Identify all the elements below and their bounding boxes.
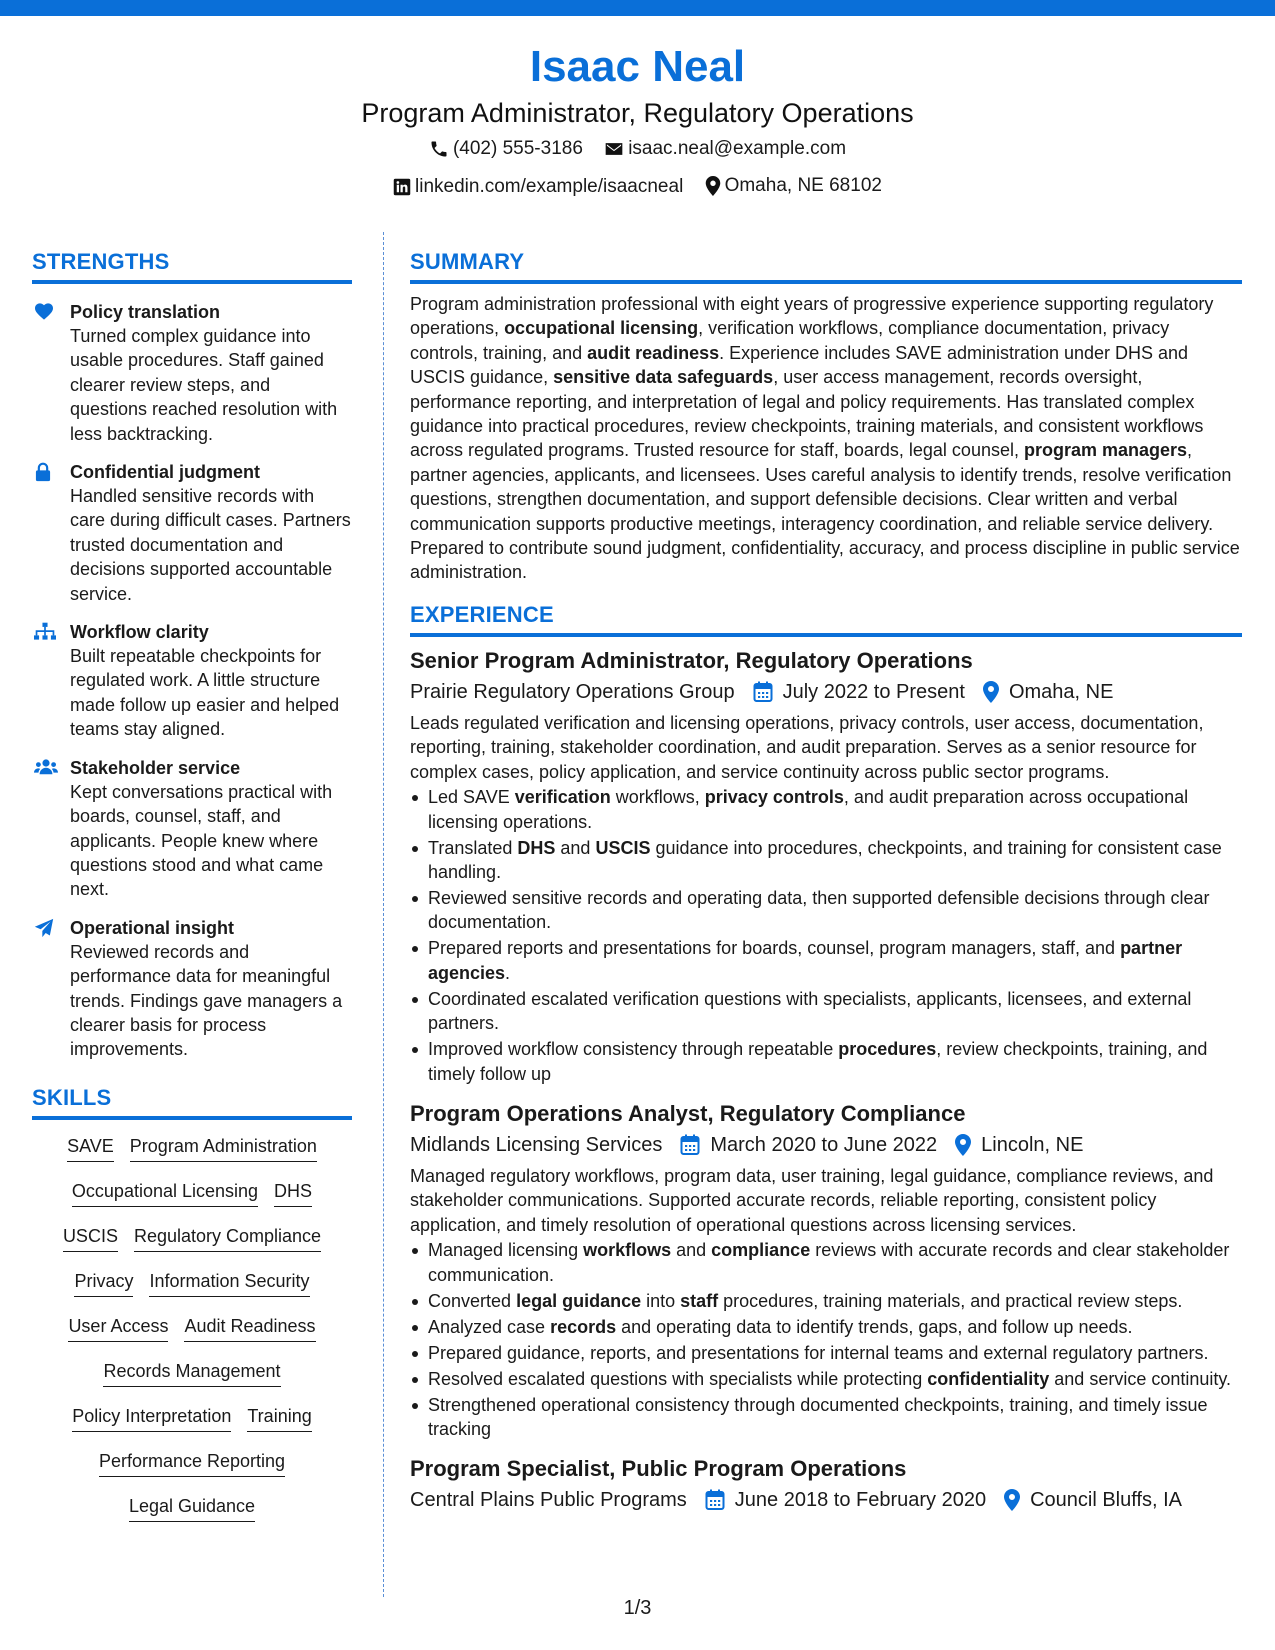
- job-meta: [410, 678, 1242, 706]
- strength-description: Kept conversations practical with boards, counsel, staff, and applicants. People knew where questions stood and what came next.: [70, 781, 333, 900]
- experience-heading: EXPERIENCE: [410, 601, 1242, 637]
- skill-row: [32, 1179, 352, 1224]
- heart-icon: [32, 300, 70, 446]
- strength-item: [32, 300, 352, 446]
- bold-keyword: compliance: [711, 1240, 811, 1261]
- job-dates: [680, 1131, 937, 1159]
- skill-tag: DHS: [274, 1179, 312, 1207]
- skill-tag: Privacy: [74, 1269, 133, 1297]
- job-location-text: Omaha, NE: [1008, 680, 1114, 703]
- phone-icon: [429, 139, 449, 159]
- jobs-list: [410, 647, 1242, 1515]
- strengths-list: [32, 300, 352, 1062]
- map-pin-icon: [983, 681, 1009, 703]
- skill-tag: Training: [247, 1404, 311, 1432]
- text-run: guidance into procedures, checkpoints, and training for consistent case handling.: [428, 837, 1222, 882]
- skill-tag: Occupational Licensing: [72, 1179, 258, 1207]
- text-run: procedures, training materials, and practical review steps.: [718, 1290, 1183, 1311]
- page-number: 1/3: [623, 1597, 652, 1619]
- text-run: , user access management, records oversight, performance reporting, and interpretation of legal and policy requirements. Has translated complex guidance into practical procedures, review checkpoints, training materials, and consistent workflows across regulated programs. Trusted resource for staff, boards, legal counsel,: [410, 367, 1204, 461]
- text-run: Reviewed sensitive records and operating data, then supported defensible decisions through clear documentation.: [428, 887, 1210, 933]
- map-pin-icon: [705, 176, 721, 196]
- text-run: Prepared reports and presentations for boards, counsel, program managers, staff, and: [428, 938, 1121, 959]
- bold-keyword: partner agencies: [428, 938, 1183, 983]
- job-description: Managed regulatory workflows, program data, user training, legal guidance, compliance reviews, and stakeholder communications. Supported accurate records, reliable reporting, consistent policy application, and timely resolution of operational questions across licensing services.: [410, 1165, 1214, 1235]
- skill-row: [32, 1449, 352, 1494]
- job-location: [983, 678, 1113, 706]
- skill-tag: Regulatory Compliance: [134, 1224, 321, 1252]
- bold-keyword: audit readiness: [587, 342, 720, 363]
- location-text: Omaha, NE 68102: [724, 175, 882, 196]
- job-location-text: Council Bluffs, IA: [1030, 1489, 1183, 1512]
- text-run: Led SAVE: [428, 787, 515, 808]
- bullet-item: [410, 1238, 1242, 1287]
- bold-keyword: program managers: [1023, 440, 1188, 461]
- bullet-item: [410, 785, 1242, 834]
- phone-text: (402) 555-3186: [452, 138, 583, 159]
- bold-keyword: USCIS: [595, 837, 651, 858]
- company-name: Central Plains Public Programs: [410, 1489, 687, 1512]
- text-run: Translated: [428, 837, 518, 858]
- linkedin-text: linkedin.com/example/isaacneal: [415, 176, 684, 197]
- strength-title: Confidential judgment: [70, 462, 260, 483]
- skills-heading: SKILLS: [32, 1084, 352, 1120]
- lock-icon: [32, 460, 70, 606]
- resume-header: [0, 40, 1275, 203]
- text-run: Improved workflow consistency through repeatable: [428, 1039, 839, 1060]
- calendar-icon: [705, 1489, 735, 1511]
- summary-heading: SUMMARY: [410, 248, 1242, 284]
- strength-description: Turned complex guidance into usable procedures. Staff gained clearer review steps, and questions reached resolution with less backtracking.: [70, 326, 338, 444]
- company-name: Midlands Licensing Services: [410, 1133, 663, 1156]
- bullet-item: [410, 1393, 1242, 1442]
- job-dates: [705, 1486, 986, 1514]
- email-contact[interactable]: [604, 137, 846, 161]
- bullet-item: [410, 987, 1242, 1036]
- job-entry: [410, 647, 1242, 1086]
- calendar-icon: [753, 681, 783, 703]
- job-title: Program Operations Analyst, Regulatory Compliance: [410, 1100, 966, 1126]
- text-run: and: [555, 837, 596, 858]
- envelope-icon: [604, 139, 624, 159]
- skill-row: [32, 1404, 352, 1449]
- contact-row-1: [0, 137, 1275, 166]
- strength-title: Workflow clarity: [70, 622, 209, 643]
- skill-tag: Policy Interpretation: [72, 1404, 231, 1432]
- strength-title: Operational insight: [70, 917, 235, 938]
- text-run: , partner agencies, applicants, and licensees. Uses careful analysis to identify trends, resolve verification questions, strengthen documentation, and support defensible decisions. Clear written and verbal communication supports productive meetings, interagency coordination, and reliable service delivery. Prepared to contribute sound judgment, confidentiality, accuracy, and process discipline in public service administration.: [410, 440, 1240, 583]
- job-dates-text: July 2022 to Present: [782, 680, 965, 703]
- job-title: Senior Program Administrator, Regulatory Operations: [410, 647, 973, 673]
- job-description: Leads regulated verification and licensing operations, privacy controls, user access, documentation, reporting, training, stakeholder coordination, and audit preparation. Serves as a senior resource for complex cases, policy application, and service continuity across public sector programs.: [410, 712, 1204, 782]
- strength-body: [70, 300, 352, 446]
- strengths-heading: STRENGTHS: [32, 248, 352, 284]
- job-title: Program Specialist, Public Program Operations: [410, 1456, 907, 1482]
- paper-plane-icon: [32, 916, 70, 1062]
- bullet-item: [410, 1289, 1242, 1313]
- linkedin-contact[interactable]: [393, 175, 683, 199]
- bold-keyword: sensitive data safeguards: [553, 367, 774, 388]
- column-divider: [383, 232, 384, 1597]
- candidate-title: Program Administrator, Regulatory Operations: [361, 98, 914, 128]
- right-column: [410, 248, 1242, 1514]
- text-run: and: [671, 1240, 712, 1261]
- email-text: isaac.neal@example.com: [628, 138, 847, 159]
- job-location: [1004, 1486, 1182, 1514]
- bullet-item: [410, 1367, 1242, 1391]
- job-entry: [410, 1100, 1242, 1441]
- skill-tag: Program Administration: [130, 1134, 317, 1162]
- text-run: Coordinated escalated verification questions with specialists, applicants, licensees, and external partners.: [428, 988, 1192, 1034]
- job-dates: [753, 678, 965, 706]
- text-run: Prepared guidance, reports, and presentations for internal teams and external regulatory partners.: [428, 1342, 1209, 1363]
- text-run: Program administration professional with eight years of progressive experience supporting regulatory operations,: [410, 294, 1214, 339]
- strength-body: [70, 620, 352, 742]
- map-pin-icon: [955, 1134, 981, 1156]
- linkedin-icon: [393, 178, 411, 196]
- bullet-item: [410, 886, 1242, 935]
- skill-tag: Performance Reporting: [99, 1449, 285, 1477]
- text-run: , review checkpoints, training, and timely follow up: [428, 1039, 1208, 1084]
- skills-list: [32, 1134, 352, 1539]
- job-location-text: Lincoln, NE: [981, 1133, 1084, 1156]
- bullet-item: [410, 836, 1242, 885]
- strength-body: [70, 756, 352, 902]
- skill-tag: USCIS: [63, 1224, 118, 1252]
- skill-tag: Audit Readiness: [184, 1314, 315, 1342]
- bullet-item: [410, 1341, 1242, 1365]
- skill-row: [32, 1134, 352, 1179]
- skill-row: [32, 1494, 352, 1539]
- strength-description: Built repeatable checkpoints for regulated work. A little structure made follow up easier and helped teams stay aligned.: [70, 646, 340, 740]
- bold-keyword: privacy controls: [704, 787, 844, 808]
- candidate-name: Isaac Neal: [529, 42, 746, 91]
- skill-row: [32, 1269, 352, 1314]
- strength-item: [32, 756, 352, 902]
- bullet-item: [410, 936, 1242, 985]
- skill-tag: Records Management: [103, 1359, 280, 1387]
- job-meta: [410, 1486, 1242, 1514]
- text-run: , verification workflows, compliance documentation, privacy controls, training, and: [410, 318, 1170, 363]
- bold-keyword: procedures: [838, 1039, 937, 1060]
- strength-body: [70, 460, 352, 606]
- skill-row: [32, 1224, 352, 1269]
- left-column: [32, 248, 352, 1539]
- text-run: Managed licensing: [428, 1240, 584, 1261]
- text-run: , and audit preparation across occupational licensing operations.: [428, 787, 1189, 832]
- text-run: and service continuity.: [1049, 1368, 1232, 1389]
- job-dates-text: March 2020 to June 2022: [710, 1133, 938, 1156]
- summary-text: [410, 292, 1242, 585]
- bold-keyword: records: [550, 1316, 617, 1337]
- bold-keyword: DHS: [517, 837, 556, 858]
- strength-title: Policy translation: [70, 302, 221, 322]
- skill-tag: Legal Guidance: [129, 1494, 255, 1522]
- location-contact: [705, 174, 882, 198]
- skill-row: [32, 1359, 352, 1404]
- users-icon: [32, 756, 70, 902]
- strength-item: [32, 460, 352, 606]
- job-meta: [410, 1131, 1242, 1159]
- strength-description: Handled sensitive records with care during difficult cases. Partners trusted documentation and decisions supported accountable service.: [70, 486, 351, 604]
- map-pin-icon: [1004, 1489, 1030, 1511]
- text-run: Converted: [428, 1290, 517, 1311]
- job-bullets: [410, 785, 1242, 1086]
- skill-tag: Information Security: [149, 1269, 309, 1297]
- skill-tag: SAVE: [67, 1134, 114, 1162]
- strength-description: Reviewed records and performance data for meaningful trends. Findings gave managers a clearer basis for process improvements.: [70, 941, 343, 1060]
- bold-keyword: workflows: [583, 1240, 672, 1261]
- text-run: workflows,: [610, 787, 705, 808]
- skill-row: [32, 1314, 352, 1359]
- calendar-icon: [680, 1134, 710, 1156]
- bold-keyword: staff: [680, 1290, 719, 1311]
- bold-keyword: verification: [514, 787, 611, 808]
- top-accent-bar: [0, 0, 1275, 16]
- phone-contact: [429, 137, 583, 161]
- strength-item: [32, 620, 352, 742]
- strength-item: [32, 916, 352, 1062]
- bullet-item: [410, 1315, 1242, 1339]
- text-run: reviews with accurate records and clear stakeholder communication.: [428, 1240, 1230, 1285]
- text-run: . Experience includes SAVE administration under DHS and USCIS guidance,: [410, 342, 1189, 388]
- text-run: Analyzed case: [428, 1316, 551, 1337]
- strength-title: Stakeholder service: [70, 757, 241, 778]
- skill-tag: User Access: [68, 1314, 168, 1342]
- contact-row-2: [0, 174, 1275, 203]
- text-run: .: [505, 962, 511, 983]
- bold-keyword: legal guidance: [516, 1290, 642, 1311]
- strength-body: [70, 916, 352, 1062]
- job-bullets: [410, 1238, 1242, 1441]
- sitemap-icon: [32, 620, 70, 742]
- text-run: Resolved escalated questions with specialists while protecting: [428, 1368, 928, 1389]
- company-name: Prairie Regulatory Operations Group: [410, 680, 735, 703]
- job-dates-text: June 2018 to February 2020: [734, 1489, 987, 1512]
- job-location: [955, 1131, 1083, 1159]
- bold-keyword: confidentiality: [927, 1368, 1050, 1389]
- job-entry: [410, 1455, 1242, 1514]
- bold-keyword: occupational licensing: [504, 318, 699, 339]
- text-run: and operating data to identify trends, gaps, and follow up needs.: [616, 1316, 1133, 1337]
- text-run: into: [641, 1290, 681, 1311]
- bullet-item: [410, 1037, 1242, 1086]
- text-run: Strengthened operational consistency through documented checkpoints, training, and timely issue tracking: [428, 1394, 1208, 1439]
